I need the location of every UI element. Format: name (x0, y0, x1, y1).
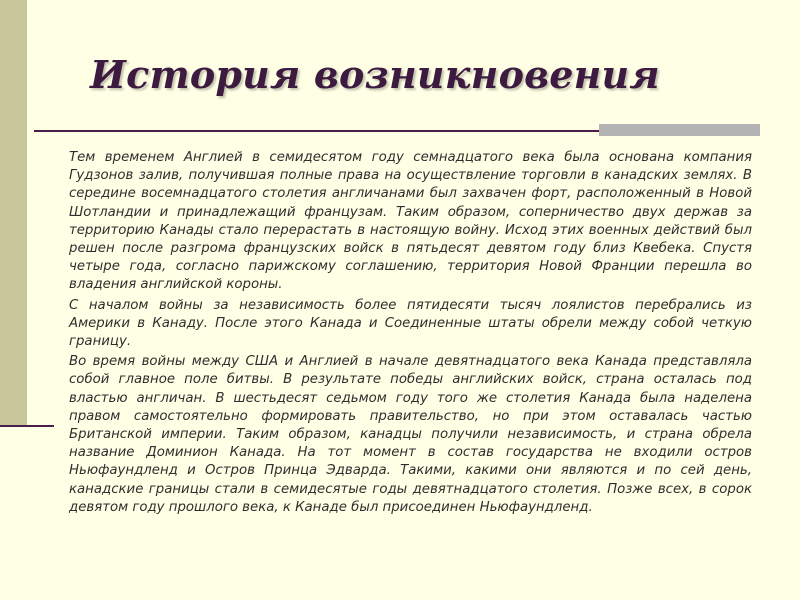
left-decorative-band (0, 0, 27, 427)
body-paragraph-2: С началом войны за независимость более пятидесяти тысяч лоялистов перебрались из Америки в Канаду. После этого Канада и Соединенные штаты обрели между собой четкую границу. (69, 297, 752, 350)
body-paragraph-1: Тем временем Англией в семидесятом году семнадцатого века была основана компания Гудзонов залив, получившая полные права на осуществление торговли в канадских землях. В середине восемнадцатого столетия англичанами был захвачен форт, расположенный в Новой Шотландии и принадлежащий французам. Таким образом, соперничество двух держав за территорию Канады стало перерастать в настоящую войну. Исход этих военных действий был решен после разгрома французских войск в пятьдесят девятом году близ Квебека. Спустя четыре года, согласно парижскому соглашению, территория Новой Франции перешла во владения английской короны. (69, 150, 752, 293)
slide-body (69, 149, 752, 517)
slide-title: История возникновения (90, 52, 660, 97)
left-band-bottom-line (0, 425, 54, 427)
body-paragraph-3: Во время войны между США и Англией в начале девятнадцатого века Канада представляла собой главное поле битвы. В результате победы английских войск, страна осталась под властью англичан. В шестьдесят седьмом году того же столетия Канада была наделена правом самостоятельно формировать правительство, но при этом оставалась частью Британской империи. Таким образом, канадцы получили независимость, и страна обрела название Доминион Канада. На тот момент в состав государства не входили остров Ньюфаундленд и Остров Принца Эдварда. Такими, какими они являются и по сей день, канадские границы стали в семидесятые годы девятнадцатого столетия. Позже всех, в сорок девятом году прошлого века, к Канаде был присоединен Ньюфаундленд. (69, 354, 752, 515)
title-rule-accent-bar (599, 124, 760, 136)
